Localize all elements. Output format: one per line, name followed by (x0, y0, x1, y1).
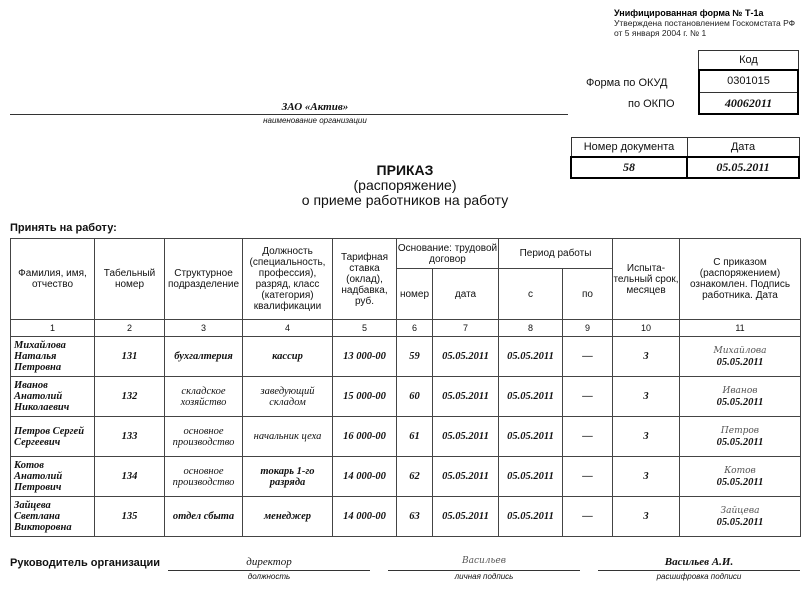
column-number: 7 (433, 320, 499, 337)
column-numbers-row (11, 320, 801, 337)
column-number: 11 (680, 320, 801, 337)
header-basis-number: номер (397, 269, 433, 320)
header-acknowledgement: С приказом (распоряжением) ознакомлен. Подпись работника. Дата (680, 239, 801, 320)
manager-full-name: Васильев А.И. (664, 556, 734, 568)
contract-number: 60 (397, 377, 433, 417)
table-row (11, 457, 801, 497)
header-name: Фамилия, имя, отчество (11, 239, 95, 320)
hire-label: Принять на работу: (10, 222, 117, 234)
manager-signature: Васильев (461, 556, 506, 566)
contract-number: 63 (397, 497, 433, 537)
employee-signature: Петров (720, 425, 760, 436)
column-number: 5 (333, 320, 397, 337)
position: менеджер (243, 497, 333, 537)
department: бухгалтерия (165, 337, 243, 377)
acknowledgement-cell (680, 377, 801, 417)
approval-line-2: Утверждена постановлением Госкомстата РФ (614, 18, 796, 28)
codes-box (698, 69, 799, 115)
contract-number: 62 (397, 457, 433, 497)
full-name-caption: расшифровка подписи (656, 572, 742, 581)
period-to: — (563, 417, 613, 457)
doc-date: 05.05.2011 (687, 157, 799, 178)
column-number: 1 (11, 320, 95, 337)
column-number: 9 (563, 320, 613, 337)
period-from: 05.05.2011 (499, 377, 563, 417)
signature-line (388, 570, 580, 571)
probation: 3 (613, 377, 680, 417)
table-row (11, 337, 801, 377)
table-row (11, 417, 801, 457)
rate: 14 000-00 (333, 457, 397, 497)
full-name-line (598, 570, 800, 571)
organization-caption: наименование организации (263, 116, 367, 125)
header-position: Должность (специальность, профессия), разряд, класс (категория) квалификации (243, 239, 333, 320)
approval-line-3: от 5 января 2004 г. № 1 (614, 28, 707, 38)
probation: 3 (613, 497, 680, 537)
employee-signature: Зайцева (720, 505, 760, 516)
column-number: 8 (499, 320, 563, 337)
code-header: Код (698, 50, 799, 70)
employee-signature: Иванов (722, 385, 758, 396)
doc-number-label: Номер документа (571, 138, 687, 157)
organization-line (10, 114, 568, 115)
title-line-3: о приеме работников на работу (301, 192, 509, 208)
contract-date: 05.05.2011 (433, 497, 499, 537)
tab-number: 132 (95, 377, 165, 417)
okpo-code: 40062011 (700, 92, 797, 113)
employee-name: Котов Анатолий Петрович (11, 457, 95, 497)
rate: 13 000-00 (333, 337, 397, 377)
department: основное производство (165, 417, 243, 457)
position: начальник цеха (243, 417, 333, 457)
period-from: 05.05.2011 (499, 457, 563, 497)
probation: 3 (613, 457, 680, 497)
employee-name: Петров Сергей Сергеевич (11, 417, 95, 457)
signature-caption: личная подпись (454, 572, 514, 581)
header-probation: Испыта-тельный срок, месяцев (613, 239, 680, 320)
form-name: Унифицированная форма № Т-1а (614, 8, 764, 18)
employee-signature: Михайлова (713, 345, 767, 356)
header-rate: Тарифная ставка (оклад), надбавка, руб. (333, 239, 397, 320)
department: основное производство (165, 457, 243, 497)
department: отдел сбыта (165, 497, 243, 537)
header-department: Структурное подразделение (165, 239, 243, 320)
contract-number: 59 (397, 337, 433, 377)
tab-number: 135 (95, 497, 165, 537)
acknowledgement-cell (680, 457, 801, 497)
employee-name: Михайлова Наталья Петровна (11, 337, 95, 377)
period-from: 05.05.2011 (499, 497, 563, 537)
period-to: — (563, 457, 613, 497)
document-title (270, 163, 540, 208)
signature-date: 05.05.2011 (716, 436, 764, 448)
manager-label: Руководитель организации (10, 557, 161, 569)
employee-name: Иванов Анатолий Николаевич (11, 377, 95, 417)
header-period-from: с (499, 269, 563, 320)
signature-date: 05.05.2011 (716, 356, 764, 368)
doc-date-label: Дата (687, 138, 799, 157)
header-period-to: по (563, 269, 613, 320)
position: токарь 1-го разряда (243, 457, 333, 497)
column-number: 6 (397, 320, 433, 337)
acknowledgement-cell (680, 337, 801, 377)
header-basis-date: дата (433, 269, 499, 320)
period-from: 05.05.2011 (499, 417, 563, 457)
tab-number: 131 (95, 337, 165, 377)
contract-date: 05.05.2011 (433, 337, 499, 377)
contract-number: 61 (397, 417, 433, 457)
rate: 16 000-00 (333, 417, 397, 457)
column-number: 2 (95, 320, 165, 337)
signature-date: 05.05.2011 (716, 476, 764, 488)
approval-block (614, 8, 795, 38)
rate: 14 000-00 (333, 497, 397, 537)
title-line-2: (распоряжение) (353, 177, 457, 193)
column-number: 3 (165, 320, 243, 337)
header-tab-number: Табельный номер (95, 239, 165, 320)
okud-label: Форма по ОКУД (586, 77, 668, 89)
employee-signature: Котов (724, 465, 756, 476)
document-number-table (570, 137, 800, 179)
signature-date: 05.05.2011 (716, 516, 764, 528)
doc-number: 58 (571, 157, 687, 178)
department: складское хозяйство (165, 377, 243, 417)
probation: 3 (613, 337, 680, 377)
organization-name: ЗАО «Актив» (281, 101, 349, 113)
period-to: — (563, 497, 613, 537)
signature-date: 05.05.2011 (716, 396, 764, 408)
contract-date: 05.05.2011 (433, 377, 499, 417)
okud-code: 0301015 (727, 75, 770, 87)
acknowledgement-cell (680, 497, 801, 537)
employees-table (10, 238, 801, 537)
manager-position: директор (246, 556, 292, 568)
table-row (11, 497, 801, 537)
probation: 3 (613, 417, 680, 457)
column-number: 4 (243, 320, 333, 337)
position-caption: должность (247, 572, 291, 581)
employee-name: Зайцева Светлана Викторовна (11, 497, 95, 537)
contract-date: 05.05.2011 (433, 457, 499, 497)
period-to: — (563, 377, 613, 417)
rate: 15 000-00 (333, 377, 397, 417)
position: заведующий складом (243, 377, 333, 417)
period-to: — (563, 337, 613, 377)
header-basis: Основание: трудовой договор (397, 239, 499, 269)
position: кассир (243, 337, 333, 377)
period-from: 05.05.2011 (499, 337, 563, 377)
title-line-1: ПРИКАЗ (376, 162, 434, 178)
table-row (11, 377, 801, 417)
column-number: 10 (613, 320, 680, 337)
okpo-label: по ОКПО (628, 98, 675, 110)
tab-number: 134 (95, 457, 165, 497)
contract-date: 05.05.2011 (433, 417, 499, 457)
position-line (168, 570, 370, 571)
tab-number: 133 (95, 417, 165, 457)
acknowledgement-cell (680, 417, 801, 457)
header-period: Период работы (499, 239, 613, 269)
